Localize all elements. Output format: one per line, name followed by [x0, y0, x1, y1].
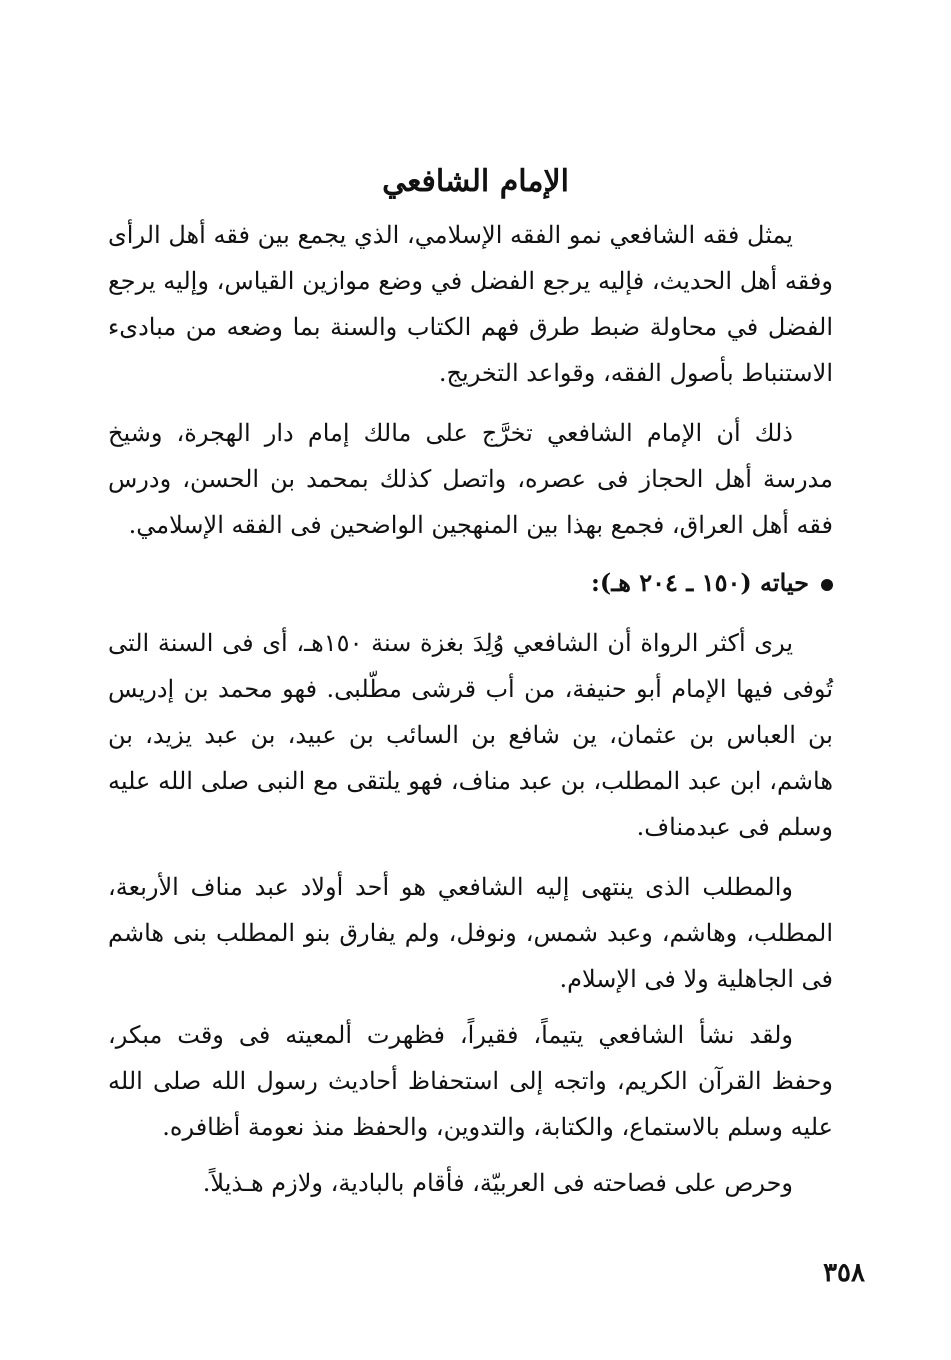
page-title: الإمام الشافعي [382, 164, 569, 199]
section-heading-life [108, 560, 833, 606]
body-text [108, 212, 833, 1206]
page-number: ٣٥٨ [823, 1258, 865, 1288]
paragraph-muttalib: والمطلب الذى ينتهى إليه الشافعي هو أحد أولاد عبد مناف الأربعة، المطلب، وهاشم، وعبد شمس، ونوفل، ولم يفارق بنو المطلب بنى هاشم فى الجاهلية ولا فى الإسلام. [108, 873, 833, 993]
paragraph-education: ذلك أن الإمام الشافعي تخرَّج على مالك إمام دار الهجرة، وشيخ مدرسة أهل الحجاز فى عصره، واتصل كذلك بمحمد بن الحسن، ودرس فقه أهل العراق، فجمع بهذا بين المنهجين الواضحين فى الفقه الإسلامي. [108, 419, 833, 539]
paragraph-eloquence: وحرص على فصاحته فى العربيّة، فأقام بالبادية، ولازم هـذيلاً. [202, 1169, 793, 1197]
paragraph-intro: يمثل فقه الشافعي نمو الفقه الإسلامي، الذي يجمع بين فقه أهل الرأى وفقه أهل الحديث، فإليه يرجع الفضل في وضع موازين القياس، وإليه يرجع الفضل في محاولة ضبط طرق فهم الكتاب والسنة بما وضعه من مبادىء الاستنباط بأصول الفقه، وقواعد التخريج. [108, 221, 833, 387]
bullet-icon [821, 579, 833, 591]
section-heading-text: حياته (١٥٠ ـ ٢٠٤ هـ): [590, 568, 809, 597]
paragraph-upbringing: ولقد نشأ الشافعي يتيماً، فقيراً، فظهرت ألمعيته فى وقت مبكر، وحفظ القرآن الكريم، واتجه إلى استحفاظ أحاديث رسول الله صلى الله عليه وسلم بالاستماع، والكتابة، والتدوين، والحفظ منذ نعومة أظافره. [108, 1021, 833, 1141]
paragraph-lineage: يرى أكثر الرواة أن الشافعي وُلِدَ بغزة سنة ١٥٠هـ، أى فى السنة التى تُوفى فيها الإمام أبو حنيفة، من أب قرشى مطّلبى. فهو محمد بن إدريس بن العباس بن عثمان، ين شافع بن السائب بن عبيد، بن عبد يزيد، بن هاشم، ابن عبد المطلب، بن عبد مناف، فهو يلتقى مع النبى صلى الله عليه وسلم فى عبدمناف. [108, 629, 833, 841]
